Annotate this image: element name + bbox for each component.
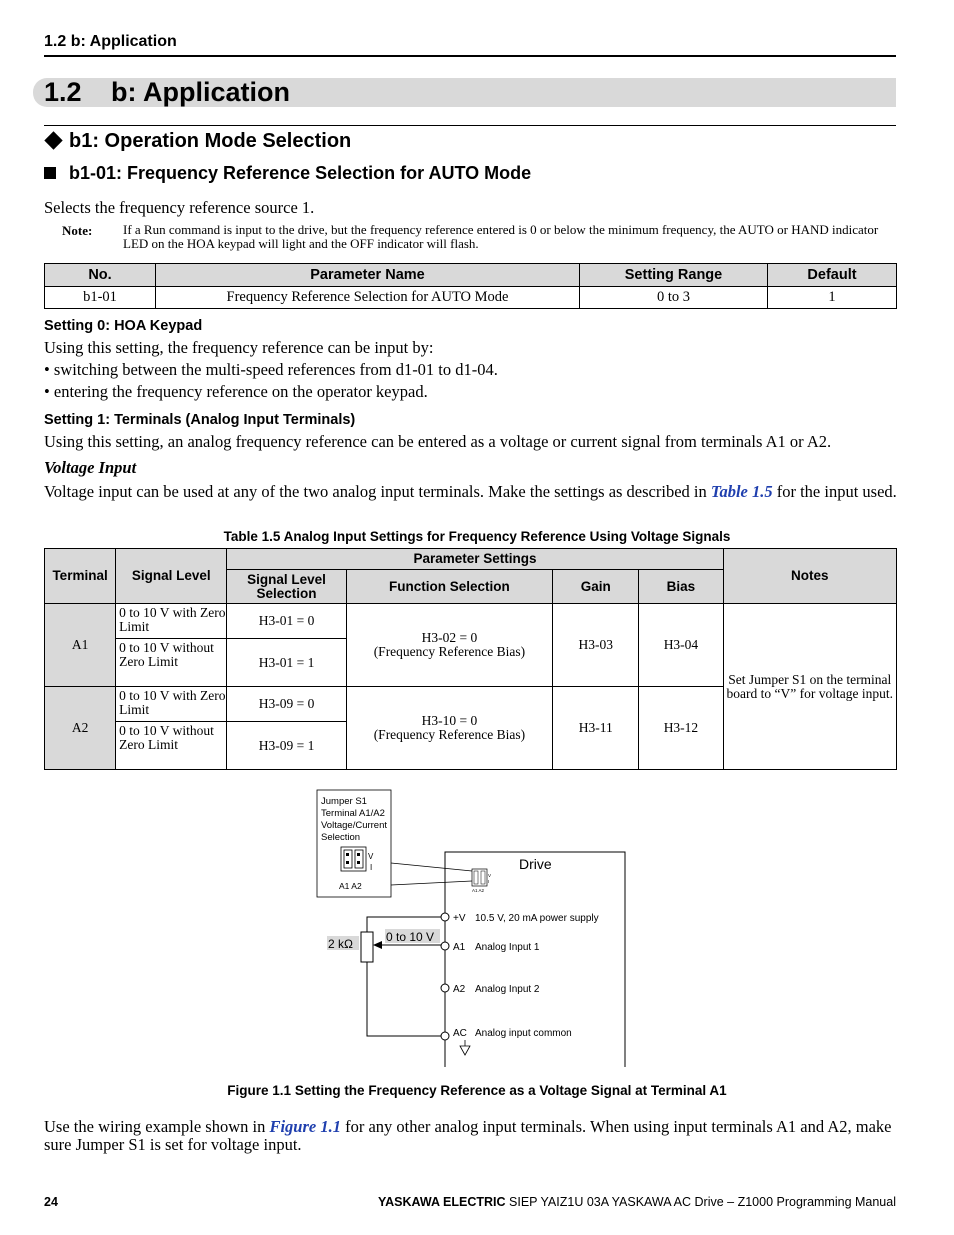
terminal-name: A2 — [453, 984, 466, 995]
drive-jumper-icon — [472, 869, 490, 886]
gain-cell: H3-03 — [553, 604, 639, 687]
column-header: Terminal — [45, 549, 116, 604]
parameter-intro: Selects the frequency reference source 1. — [44, 198, 315, 217]
function-value: H3-10 = 0 — [421, 713, 478, 728]
terminal-name: A1 — [453, 942, 466, 953]
setting1-body: Using this setting, an analog frequency reference can be entered as a voltage or current signal from terminals A1 or A2. — [44, 432, 832, 451]
section-number: 1.2 — [44, 77, 82, 107]
terminal-pv-icon — [441, 913, 449, 921]
drive-jumper-v-label: V — [488, 873, 492, 878]
terminal-cell: A1 — [45, 604, 116, 687]
column-header: Bias — [639, 570, 723, 604]
section-rule — [44, 125, 896, 126]
note-label: Note: — [62, 223, 93, 238]
function-note: (Frequency Reference Bias) — [373, 644, 526, 659]
column-header: Function Selection — [346, 570, 552, 604]
voltage-input-body — [44, 483, 899, 501]
closing-text: Use the wiring example shown in — [44, 1117, 270, 1136]
analog-input-table — [44, 548, 897, 770]
selection-cell: H3-01 = 0 — [227, 604, 346, 639]
table-cell: Frequency Reference Selection for AUTO Mode — [156, 287, 580, 309]
table-link[interactable]: Table 1.5 — [710, 482, 773, 501]
setting0-body: Using this setting, the frequency reference can be input by: — [44, 338, 434, 357]
wiper-arrow-icon — [373, 941, 382, 949]
function-cell — [346, 687, 552, 770]
voltage-input-text-end: for the input used. — [772, 482, 897, 501]
terminal-desc: Analog input common — [475, 1028, 572, 1039]
signal-level-cell: 0 to 10 V without Zero Limit — [116, 639, 227, 687]
figure-caption: Figure 1.1 Setting the Frequency Reference as a Voltage Signal at Terminal A1 — [227, 1083, 727, 1098]
voltage-input-heading: Voltage Input — [44, 458, 137, 477]
square-bullet-icon — [44, 167, 56, 179]
drive-jumper-i-label: I — [488, 879, 490, 884]
resistor-symbol — [361, 932, 373, 962]
terminal-a2-icon — [441, 984, 449, 992]
terminal-desc: 10.5 V, 20 mA power supply — [475, 913, 599, 924]
column-header: Parameter Settings — [227, 549, 723, 570]
figure-link[interactable]: Figure 1.1 — [269, 1117, 341, 1136]
callout-line: Voltage/Current — [321, 820, 388, 831]
selection-cell: H3-09 = 0 — [227, 687, 346, 722]
bias-cell: H3-04 — [639, 604, 723, 687]
section-title-text: b: Application — [111, 77, 290, 107]
column-header: Setting Range — [580, 264, 768, 287]
signal-level-cell: 0 to 10 V with Zero Limit — [116, 604, 227, 639]
jumper-s1-icon — [341, 847, 366, 871]
table-header-row — [45, 264, 897, 287]
page-number: 24 — [44, 1195, 58, 1209]
parameter-heading — [44, 163, 531, 184]
function-cell — [346, 604, 552, 687]
table-cell: 1 — [768, 287, 897, 309]
table-caption: Table 1.5 Analog Input Settings for Frequency Reference Using Voltage Signals — [223, 529, 731, 544]
header-rule — [44, 55, 896, 57]
drive-jumper-terminals: A1 A2 — [472, 888, 485, 893]
terminal-name: AC — [453, 1028, 467, 1039]
terminal-desc: Analog Input 2 — [475, 984, 540, 995]
voltage-label: 0 to 10 V — [386, 930, 435, 944]
setting1-heading: Setting 1: Terminals (Analog Input Terminals) — [44, 412, 356, 428]
function-note: (Frequency Reference Bias) — [373, 727, 526, 742]
terminal-a1-icon — [441, 942, 449, 950]
closing-paragraph — [44, 1118, 904, 1154]
terminal-cell: A2 — [45, 687, 116, 770]
column-header: Parameter Name — [156, 264, 580, 287]
callout-line: Selection — [321, 832, 361, 843]
footer-doc: SIEP YAIZ1U 03A YASKAWA AC Drive – Z1000 Programming Manual — [505, 1195, 896, 1209]
list-item: • switching between the multi-speed references from d1-01 to d1-04. — [44, 360, 498, 379]
signal-level-cell: 0 to 10 V with Zero Limit — [116, 687, 227, 722]
jumper-terminal-labels: A1 A2 — [339, 881, 362, 891]
footer-text — [378, 1195, 896, 1209]
diamond-bullet-icon — [44, 132, 62, 150]
table-row — [45, 287, 897, 309]
voltage-input-text: Voltage input can be used at any of the two analog input terminals. Make the settings as described in — [44, 482, 711, 501]
function-value: H3-02 = 0 — [421, 630, 478, 645]
signal-level-cell: 0 to 10 V without Zero Limit — [116, 722, 227, 770]
jumper-i-label: I — [370, 863, 373, 872]
note-text: If a Run command is input to the drive, but the frequency reference entered is 0 or below the minimum frequency, the AUTO or HAND indicator LED on the HOA keypad will light and the OFF indicator will flash. — [123, 222, 879, 251]
gain-cell: H3-11 — [553, 687, 639, 770]
running-header: 1.2 b: Application — [44, 33, 177, 50]
closing-text-end: for any other analog input terminals. When using input terminals A1 and A2, make sure Jumper S1 is set for voltage input. — [44, 1117, 892, 1154]
section-title — [44, 77, 290, 108]
column-header: Notes — [723, 549, 896, 604]
column-header: Signal Level — [116, 549, 227, 604]
column-header: Gain — [553, 570, 639, 604]
terminal-name: +V — [453, 913, 466, 924]
table-row — [45, 604, 897, 639]
jumper-v-label: V — [368, 852, 374, 861]
ground-icon — [460, 1040, 470, 1055]
terminal-ac-icon — [441, 1032, 449, 1040]
selection-cell: H3-09 = 1 — [227, 722, 346, 770]
terminal-desc: Analog Input 1 — [475, 942, 540, 953]
column-header: Default — [768, 264, 897, 287]
drive-label: Drive — [519, 856, 552, 872]
callout-leader — [391, 863, 472, 885]
bias-cell: H3-12 — [639, 687, 723, 770]
callout-line: Terminal A1/A2 — [321, 808, 385, 819]
notes-cell: Set Jumper S1 on the terminal board to “V” for voltage input. — [723, 604, 896, 770]
table-header-row — [45, 549, 897, 570]
resistor-label: 2 kΩ — [328, 937, 353, 951]
selection-cell: H3-01 = 1 — [227, 639, 346, 687]
parameter-table — [44, 263, 897, 309]
setting0-heading: Setting 0: HOA Keypad — [44, 318, 203, 334]
callout-line: Jumper S1 — [321, 796, 367, 807]
table-cell: 0 to 3 — [580, 287, 768, 309]
parameter-heading-text: b1-01: Frequency Reference Selection for AUTO Mode — [69, 163, 532, 183]
table-cell: b1-01 — [45, 287, 156, 309]
column-header: No. — [45, 264, 156, 287]
wiring-diagram — [300, 785, 640, 1070]
footer-brand: YASKAWA ELECTRIC — [377, 1195, 506, 1209]
list-item: • entering the frequency reference on the operator keypad. — [44, 382, 428, 401]
subsection-title: b1: Operation Mode Selection — [69, 130, 352, 152]
column-header: Signal Level Selection — [227, 570, 346, 604]
subsection-heading — [44, 130, 351, 153]
